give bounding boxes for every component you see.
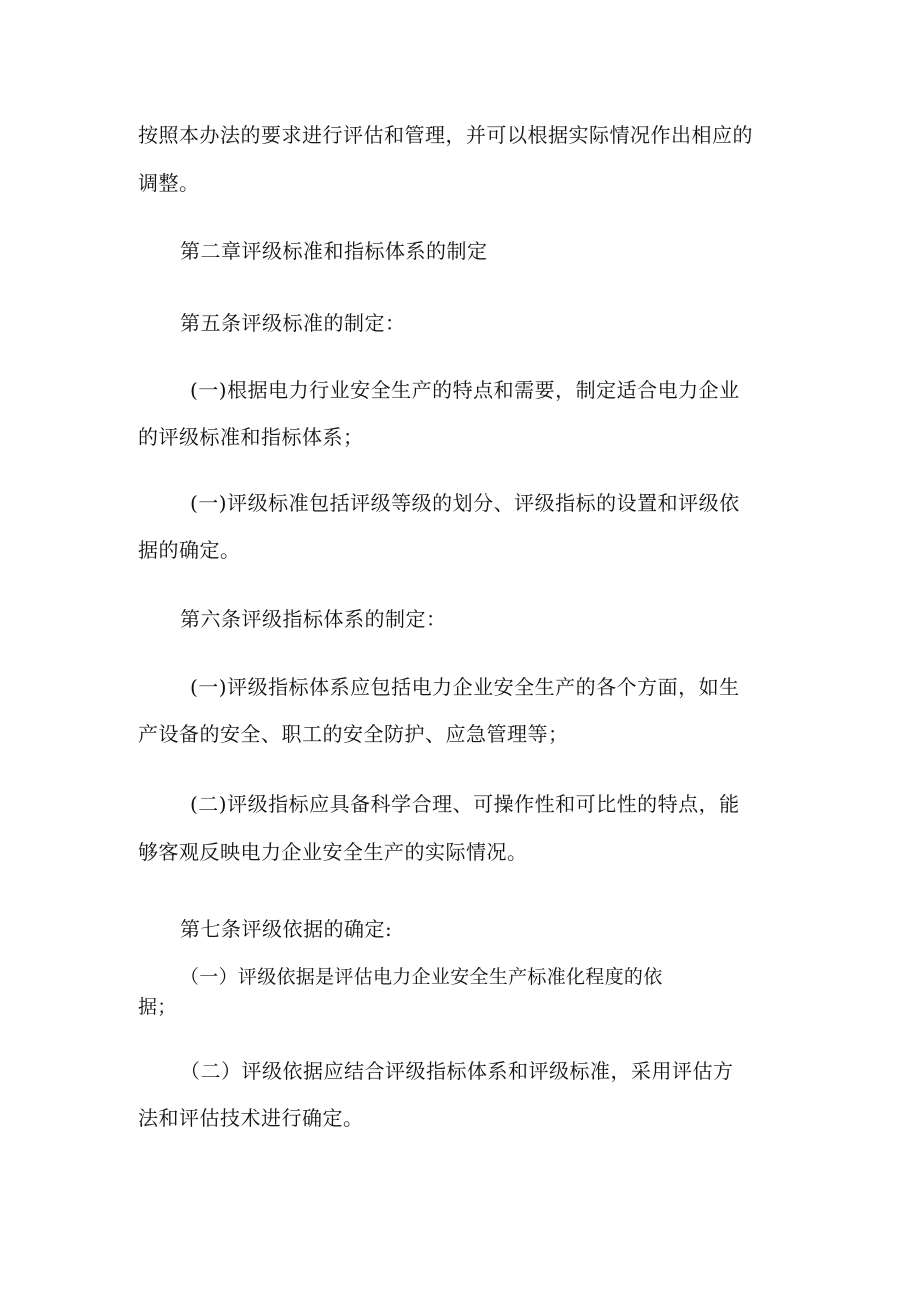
article-5-item-2-line-2: 据的确定。 <box>138 538 241 562</box>
article-5-item-1-line-1: (一)根据电力行业安全生产的特点和需要，制定适合电力企业 <box>190 378 740 402</box>
article-6-item-2-line-2: 够客观反映电力企业安全生产的实际情况。 <box>138 840 528 864</box>
article-6-item-1-line-1: (一)评级指标体系应包括电力企业安全生产的各个方面，如生 <box>190 675 740 699</box>
article-5-item-1-line-2: 的评级标准和指标体系； <box>138 425 364 449</box>
article-7-item-1-line-1: （一）评级依据是评估电力企业安全生产标准化程度的依 <box>180 966 663 988</box>
paragraph-intro-line-1: 按照本办法的要求进行评估和管理，并可以根据实际情况作出相应的 <box>138 123 753 147</box>
article-7-item-2-line-2: 法和评估技术进行确定。 <box>138 1106 364 1130</box>
paragraph-intro-line-2: 调整。 <box>138 171 200 195</box>
chapter-heading: 第二章评级标准和指标体系的制定 <box>180 239 488 263</box>
article-5-item-2-line-1: (一)评级标准包括评级等级的划分、评级指标的设置和评级依 <box>190 491 740 515</box>
article-7-heading: 第七条评级依据的确定: <box>180 917 393 941</box>
article-7-item-2-line-1: （二）评级依据应结合评级指标体系和评级标准，采用评估方 <box>180 1059 734 1083</box>
article-5-heading: 第五条评级标准的制定： <box>180 311 406 335</box>
article-6-item-2-line-1: (二)评级指标应具备科学合理、可操作性和可比性的特点，能 <box>190 792 740 816</box>
article-6-heading: 第六条评级指标体系的制定： <box>180 607 447 631</box>
article-7-item-1-line-2: 据； <box>138 996 177 1018</box>
article-6-item-1-line-2: 产设备的安全、职工的安全防护、应急管理等； <box>138 722 569 746</box>
